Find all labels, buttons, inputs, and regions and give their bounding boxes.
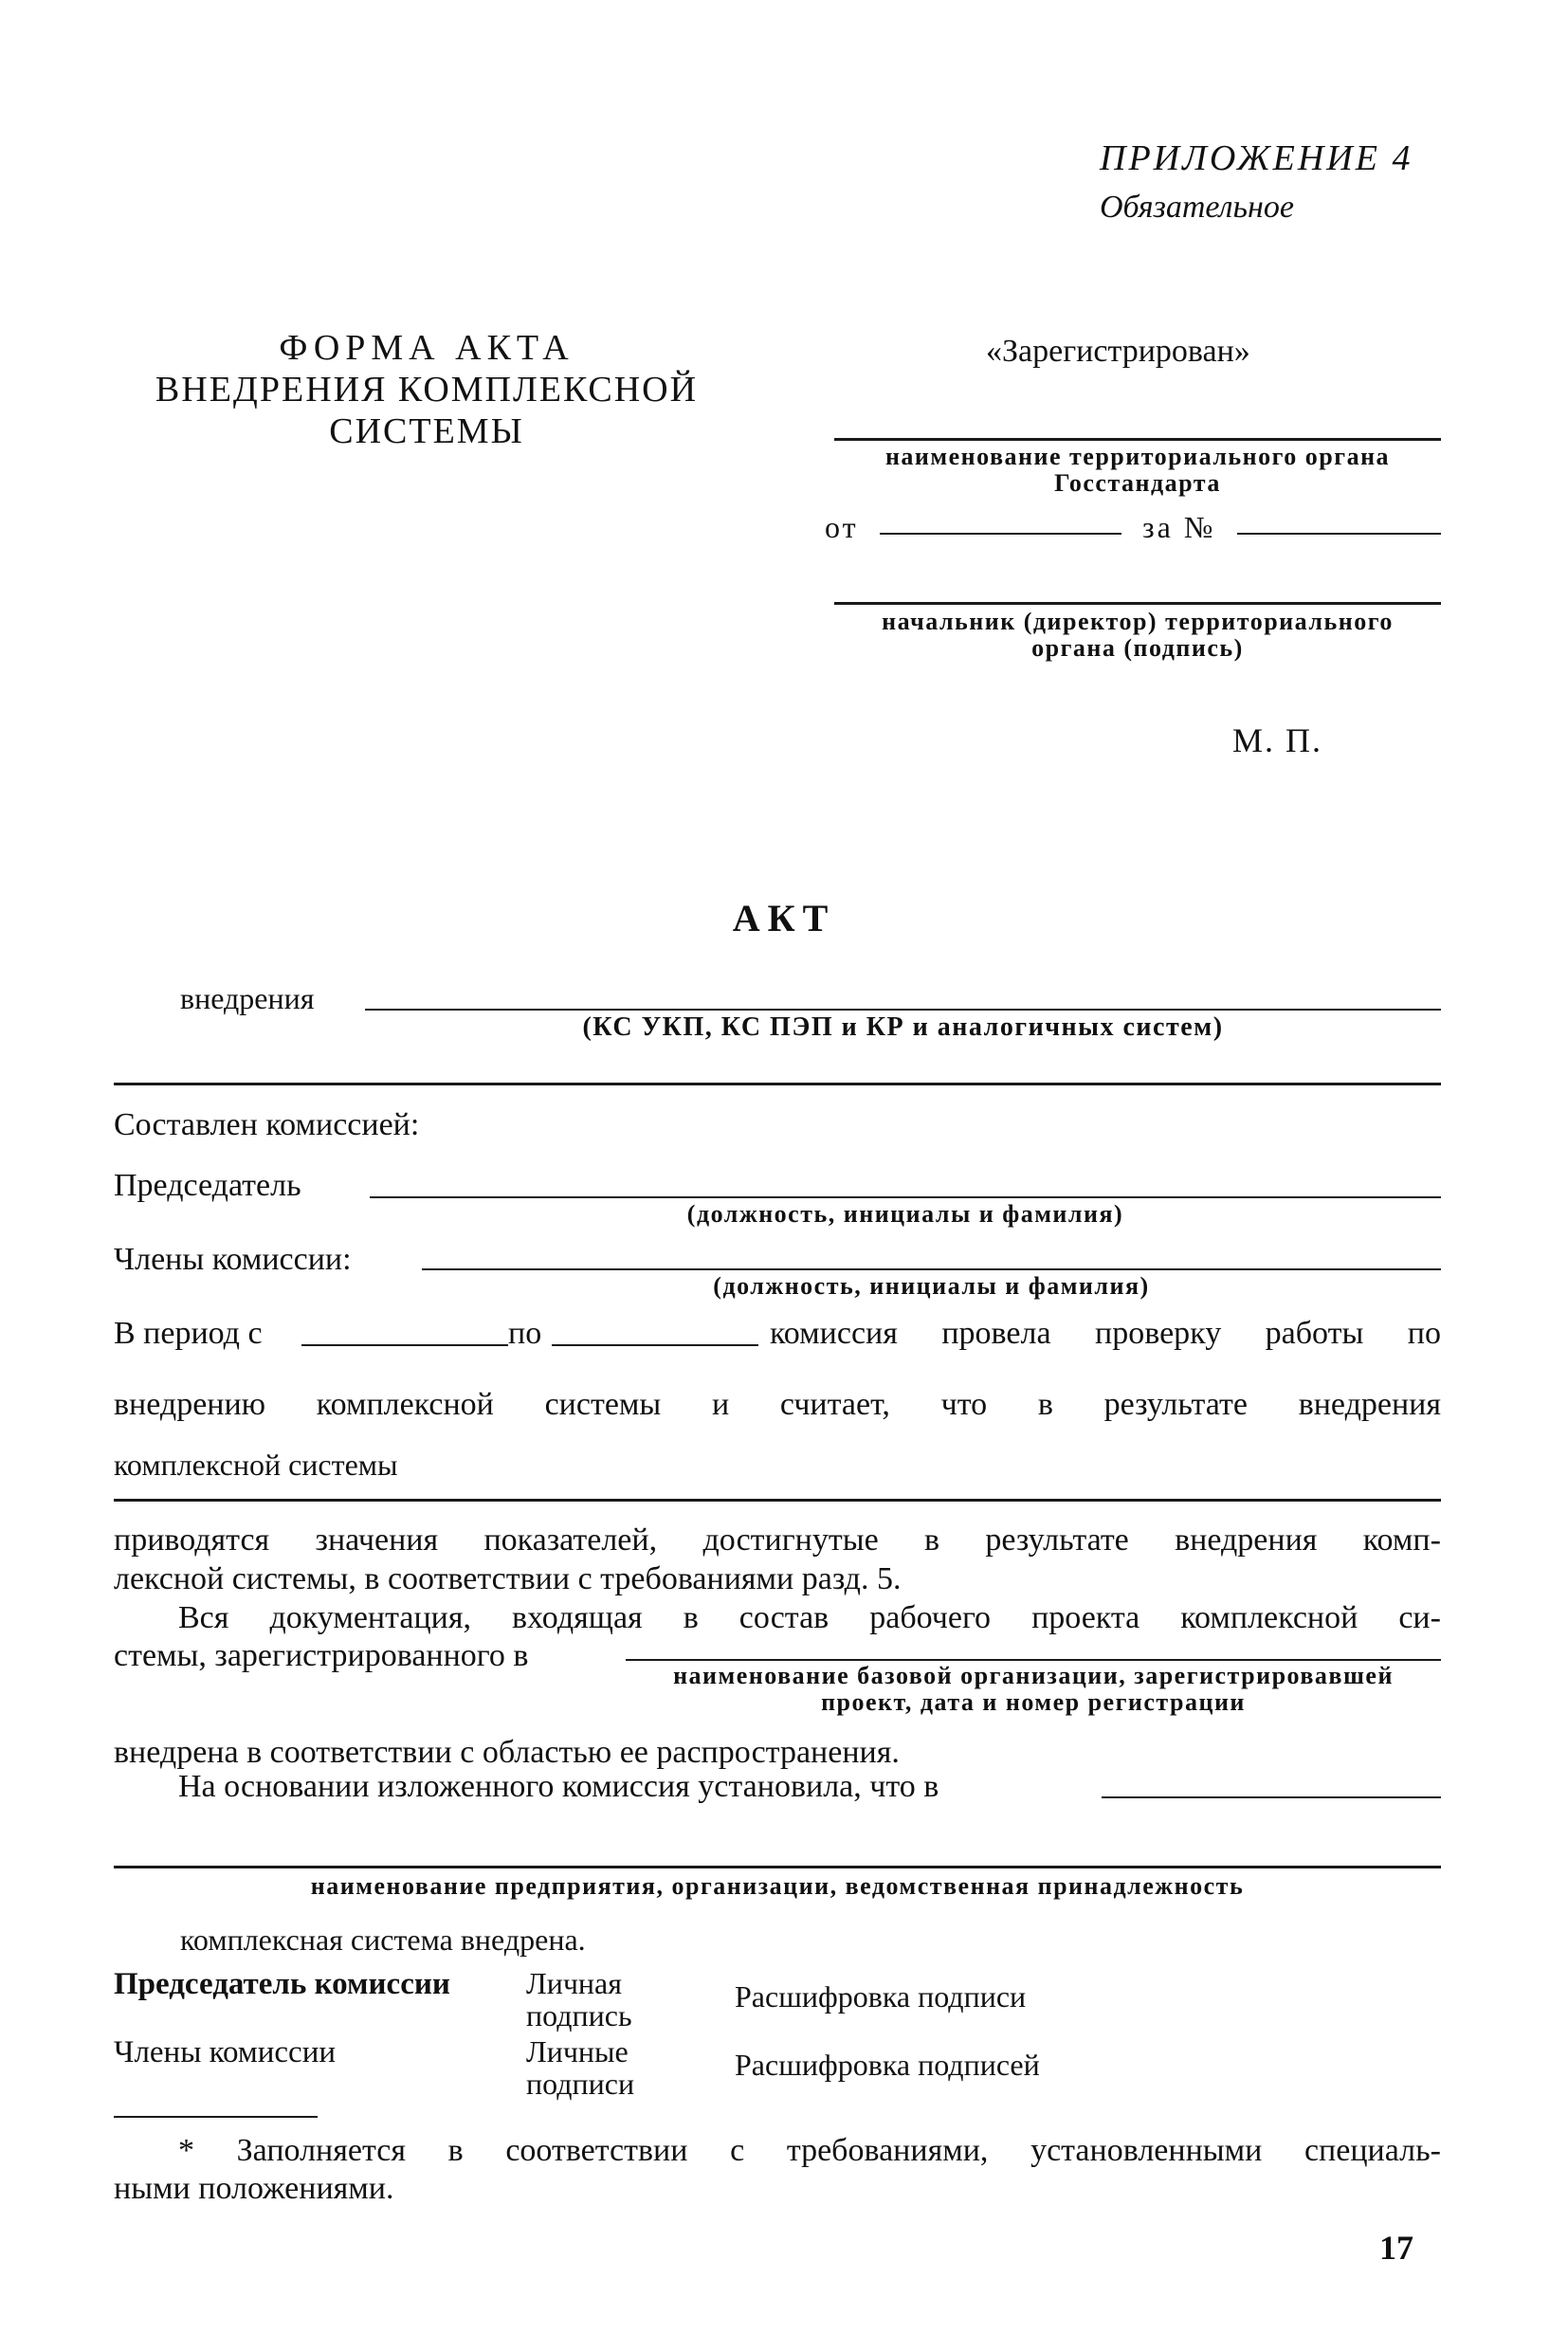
- territorial-org-caption-2: Госстандарта: [1054, 469, 1221, 497]
- base-org-line[interactable]: [626, 1659, 1441, 1661]
- word: си-: [1398, 1600, 1441, 1635]
- registered-label: «Зарегистрирован»: [986, 334, 1250, 369]
- from-date-line[interactable]: [880, 533, 1121, 535]
- territorial-org-caption-1: наименование территориального органа: [884, 443, 1391, 470]
- word: внедрению: [114, 1387, 266, 1422]
- para2-line-2: стемы, зарегистрированного в: [114, 1638, 529, 1673]
- appendix-label: ПРИЛОЖЕНИЕ 4: [1100, 138, 1413, 178]
- personal-signatures-2: подписи: [526, 2067, 635, 2101]
- word: документация,: [269, 1600, 472, 1635]
- sign-members-label: Члены комиссии: [114, 2035, 337, 2069]
- word: комп-: [1362, 1522, 1441, 1558]
- head-caption-1: начальник (директор) территориального: [882, 608, 1394, 635]
- word: и: [712, 1387, 730, 1422]
- word: системы: [544, 1387, 662, 1422]
- result-text-line-3: комплексной системы: [114, 1448, 398, 1482]
- word: внедрения: [1298, 1387, 1441, 1422]
- word: входящая: [512, 1600, 643, 1635]
- word: значения: [315, 1522, 439, 1558]
- number-label: за №: [1142, 510, 1216, 544]
- territorial-org-line[interactable]: [834, 438, 1441, 441]
- implementation-line[interactable]: [365, 1009, 1441, 1011]
- base-org-caption: [626, 1663, 1441, 1716]
- number-line[interactable]: [1237, 533, 1441, 535]
- word: проверку: [1095, 1316, 1222, 1351]
- footnote-divider: [114, 2116, 318, 2118]
- form-title: [142, 327, 711, 452]
- word: установленными: [1030, 2133, 1263, 2168]
- period-rest-text: [770, 1316, 1441, 1352]
- from-label: от: [825, 510, 859, 544]
- word: показателей,: [483, 1522, 658, 1558]
- composed-by-label: Составлен комиссией:: [114, 1107, 420, 1142]
- chairman-caption: (должность, инициалы и фамилия): [686, 1200, 1124, 1228]
- word: проекта: [1031, 1600, 1140, 1635]
- members-caption: (должность, инициалы и фамилия): [713, 1272, 1150, 1300]
- decode-signature-label: Расшифровка подписи: [735, 1979, 1027, 2014]
- word: внедрения: [1175, 1522, 1318, 1558]
- members-line[interactable]: [422, 1268, 1441, 1270]
- word: специаль-: [1304, 2133, 1441, 2168]
- word: в: [447, 2133, 464, 2168]
- personal-signature-1: Личная: [526, 1966, 622, 2000]
- para3-line[interactable]: [1102, 1796, 1441, 1798]
- result-line[interactable]: [114, 1499, 1441, 1502]
- word: считает,: [779, 1387, 890, 1422]
- form-title-line-2: ВНЕДРЕНИЯ КОМПЛЕКСНОЙ: [155, 370, 699, 410]
- word: работы: [1265, 1316, 1364, 1351]
- word: в: [924, 1522, 940, 1558]
- act-title: АКТ: [732, 897, 836, 939]
- members-label: Члены комиссии:: [114, 1242, 352, 1277]
- footnote-line-2: ными положениями.: [114, 2171, 394, 2206]
- footnote-line-1: [178, 2133, 1441, 2169]
- enterprise-caption: наименование предприятия, организации, ведомственная принадлежность: [310, 1872, 1245, 1900]
- word: результате: [1103, 1387, 1248, 1422]
- implementation-label: внедрения: [180, 981, 315, 1015]
- personal-signatures: [526, 2035, 634, 2100]
- word: с: [730, 2133, 745, 2168]
- page-number: 17: [1379, 2229, 1413, 2267]
- implementation-line-2[interactable]: [114, 1083, 1441, 1085]
- personal-signature-2: подпись: [526, 1998, 632, 2032]
- chairman-label: Председатель: [114, 1168, 301, 1203]
- word: провела: [941, 1316, 1051, 1351]
- period-from-label: В период с: [114, 1316, 263, 1351]
- decode-signatures-label: Расшифровка подписей: [735, 2048, 1040, 2082]
- word: состав: [738, 1600, 830, 1635]
- para3-line-1: На основании изложенного комиссия установила, что в: [178, 1769, 939, 1804]
- base-org-caption-1: наименование базовой организации, зарегистрировавшей: [673, 1662, 1394, 1689]
- word: Заполняется: [236, 2133, 406, 2168]
- period-from-line[interactable]: [301, 1344, 508, 1346]
- mandatory-label: Обязательное: [1100, 190, 1294, 225]
- word: рабочего: [869, 1600, 992, 1635]
- stamp-label: М. П.: [1232, 721, 1323, 759]
- period-to-line[interactable]: [552, 1344, 758, 1346]
- period-to-label: по: [508, 1316, 542, 1351]
- word: результате: [985, 1522, 1129, 1558]
- word: по: [1407, 1316, 1441, 1351]
- word: требованиями,: [786, 2133, 989, 2168]
- word: комплексной: [1180, 1600, 1358, 1635]
- para2-line-3: внедрена в соответствии с областью ее распространения.: [114, 1735, 900, 1770]
- word: в: [1037, 1387, 1053, 1422]
- para1-line-2: лексной системы, в соответствии с требованиями разд. 5.: [114, 1561, 902, 1596]
- word: что: [940, 1387, 988, 1422]
- base-org-caption-2: проект, дата и номер регистрации: [821, 1688, 1246, 1716]
- word: комиссия: [770, 1316, 898, 1351]
- head-signature-caption: [834, 609, 1441, 662]
- sign-chairman-label: Председатель комиссии: [114, 1967, 450, 2001]
- implemented-text: комплексная система внедрена.: [180, 1923, 586, 1957]
- chairman-line[interactable]: [370, 1196, 1441, 1198]
- enterprise-line[interactable]: [114, 1866, 1441, 1868]
- territorial-org-caption: [834, 444, 1441, 497]
- form-title-line-3: СИСТЕМЫ: [329, 411, 524, 451]
- para2-line-1: [178, 1600, 1441, 1636]
- systems-caption: (КС УКП, КС ПЭП и КР и аналогичных систем): [582, 1012, 1224, 1042]
- personal-signatures-1: Личные: [526, 2034, 629, 2069]
- result-text-line-2: [114, 1387, 1441, 1423]
- word: *: [178, 2133, 194, 2168]
- word: комплексной: [316, 1387, 494, 1422]
- head-signature-line[interactable]: [834, 602, 1441, 605]
- word: соответствии: [505, 2133, 688, 2168]
- word: достигнутые: [702, 1522, 879, 1558]
- head-caption-2: органа (подпись): [1031, 634, 1244, 662]
- word: в: [683, 1600, 699, 1635]
- personal-signature: [526, 1967, 632, 2032]
- para1-line-1: [114, 1522, 1441, 1558]
- word: приводятся: [114, 1522, 270, 1558]
- form-title-line-1: ФОРМА АКТА: [279, 328, 574, 368]
- word: Вся: [178, 1600, 229, 1635]
